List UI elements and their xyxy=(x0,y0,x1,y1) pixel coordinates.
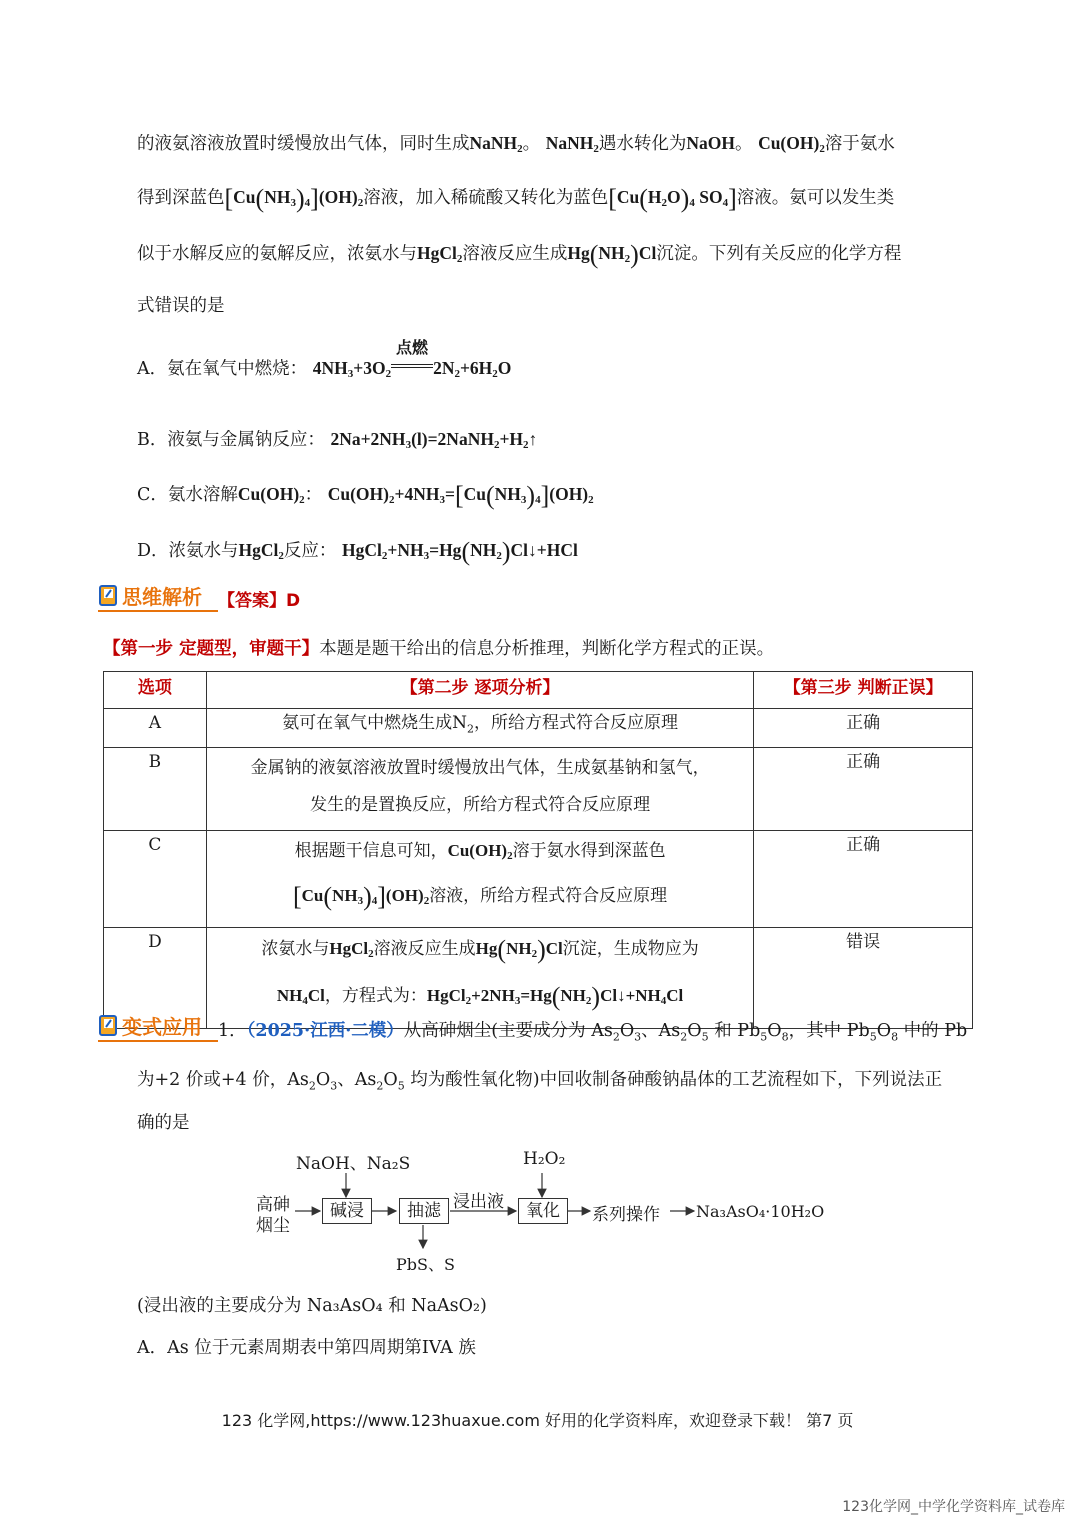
table-header-row xyxy=(104,672,973,709)
reagent-naoh-na2s: NaOH、Na₂S xyxy=(296,1154,411,1174)
reagent-h2o2: H₂O₂ xyxy=(523,1149,566,1169)
product-label: Na₃AsO₄·10H₂O xyxy=(696,1202,825,1221)
step-box-filter: 抽滤 xyxy=(399,1198,449,1224)
notebook-icon xyxy=(98,1013,120,1037)
start-material-line1: 高砷 xyxy=(256,1195,290,1215)
formula-cuoh2: $Cu(OH)_2$ xyxy=(237,484,305,506)
formula-nanh2: NaNH$_2$ xyxy=(545,133,599,155)
variant-option-a: A．As 位于元素周期表中第四周期第IVA 族 xyxy=(137,1338,476,1358)
step-box-alkali-leach: 碱浸 xyxy=(322,1198,372,1224)
table-row: A 氨可在氧气中燃烧生成$N_2$，所给方程式符合反应原理 正确 xyxy=(104,709,973,748)
variant-line-3: 确的是 xyxy=(137,1113,190,1133)
equation-d: $HgCl_2+NH_3=Hg(NH_2)Cl↓+HCl$ xyxy=(341,537,578,566)
formula-nanh2: NaNH$_2$ xyxy=(469,133,523,155)
formula-cuoh2: $Cu(OH)_2$ xyxy=(758,133,825,155)
analysis-table xyxy=(103,671,973,1029)
process-flow-diagram xyxy=(250,1145,850,1280)
answer: 【答案】D xyxy=(218,591,301,611)
intro-line-4: 式错误的是 xyxy=(137,296,225,316)
option-b: B．液氨与金属钠反应： $2Na+2NH_3(l)=2NaNH_2+H_2↑$ xyxy=(137,429,538,451)
leachate-label: 浸出液 xyxy=(453,1192,504,1212)
col-header: 【第三步 判断正误】 xyxy=(754,672,973,709)
intro-line-3: 似于水解反应的氨解反应，浓氨水与HgCl$_2$溶液反应生成$Hg(NH_2)Cl$沉淀。下列有关反应的化学方程 xyxy=(137,240,902,269)
series-operations-label: 系列操作 xyxy=(592,1205,660,1225)
byproduct-label: PbS、S xyxy=(396,1255,455,1274)
intro-line-1: 的液氨溶液放置时缓慢放出气体，同时生成NaNH$_2$。 NaNH$_2$遇水转化为NaOH。 $Cu(OH)_2$溶于氨水 xyxy=(137,133,895,155)
col-header: 选项 xyxy=(104,672,207,709)
watermark: 123化学网_中学化学资料库_试卷库 xyxy=(842,1499,1065,1515)
page-footer: 123 化学网,https://www.123huaxue.com 好用的化学资料库，欢迎登录下载！ 第7 页 xyxy=(221,1411,854,1430)
col-header: 【第二步 逐项分析】 xyxy=(206,672,753,709)
option-c: C．氨水溶解$Cu(OH)_2$： $Cu(OH)_2+4NH_3=[Cu(NH_3)_4](OH)_2$ xyxy=(137,481,594,510)
formula-hg-nh2-cl: $Hg(NH_2)Cl$ xyxy=(567,240,657,269)
step1: 【第一步 定题型，审题干】本题是题干给出的信息分析推理，判断化学方程式的正误。 xyxy=(103,639,775,659)
option-d: D．浓氨水与HgCl$_2$反应： $HgCl_2+NH_3=Hg(NH_2)Cl↓+HCl$ xyxy=(137,537,578,566)
variant-line-2: 为+2 价或+4 价，$As_2O_3$、$As_2O_5$ 均为酸性氧化物)中回收制备砷酸钠晶体的工艺流程如下，下列说法正 xyxy=(137,1070,943,1093)
table-row: C 根据题干信息可知，$Cu(OH)_2$溶于氨水得到深蓝色 $[Cu(NH_3)_4](OH)_2$溶液，所给方程式符合反应原理 正确 xyxy=(104,831,973,928)
table-row: D 浓氨水与HgCl$_2$溶液反应生成$Hg(NH_2)Cl$沉淀，生成物应为 $NH_4Cl$，方程式为：$HgCl_2+2NH_3=Hg(NH_2)Cl↓+NH_4Cl$ 错误 xyxy=(104,928,973,1029)
formula-hgcl2: HgCl$_2$ xyxy=(417,243,463,265)
intro-line-2: 得到深蓝色$[Cu(NH_3)_4](OH)_2$溶液，加入稀硫酸又转化为蓝色[$Cu(H_2O)_4$ $SO_4$]溶液。氨可以发生类 xyxy=(137,184,895,213)
step-box-oxidize: 氧化 xyxy=(518,1198,568,1224)
variant-line-1: 1．（2025·江西·二模）从高砷烟尘(主要成分为 $As_2O_3$、$As_2O_5$ 和 $Pb_5O_8$，其中 $Pb_5O_8$ 中的 Pb xyxy=(218,1021,968,1044)
leachate-note: (浸出液的主要成分为 Na₃AsO₄ 和 NaAsO₂) xyxy=(137,1296,487,1316)
table-row: B 金属钠的液氨溶液放置时缓慢放出气体，生成氨基钠和氢气， 发生的是置换反应，所给方程式符合反应原理 正确 xyxy=(104,748,973,831)
start-material-line2: 烟尘 xyxy=(256,1216,290,1236)
formula-hgcl2: HgCl$_2$ xyxy=(238,540,284,562)
formula-cu-h2o-4-so4: [$Cu(H_2O)_4$ $SO_4$] xyxy=(608,184,737,213)
notebook-icon xyxy=(98,583,120,607)
formula-naoh: NaOH xyxy=(686,133,735,153)
equation-c: $Cu(OH)_2+4NH_3=[Cu(NH_3)_4](OH)_2$ xyxy=(327,481,594,510)
reaction-condition: 点燃 xyxy=(396,338,429,357)
equation-a: $4NH_3+3O_2$ 点燃 $2N_2+6H_2O$ xyxy=(313,358,512,378)
option-a: A．氨在氧气中燃烧： $4NH_3+3O_2$ 点燃 $2N_2+6H_2O$ xyxy=(137,355,511,380)
formula-cu-nh3-4-oh2: $[Cu(NH_3)_4](OH)_2$ xyxy=(224,184,364,213)
equation-b: $2Na+2NH_3(l)=2NaNH_2+H_2↑$ xyxy=(330,429,538,451)
